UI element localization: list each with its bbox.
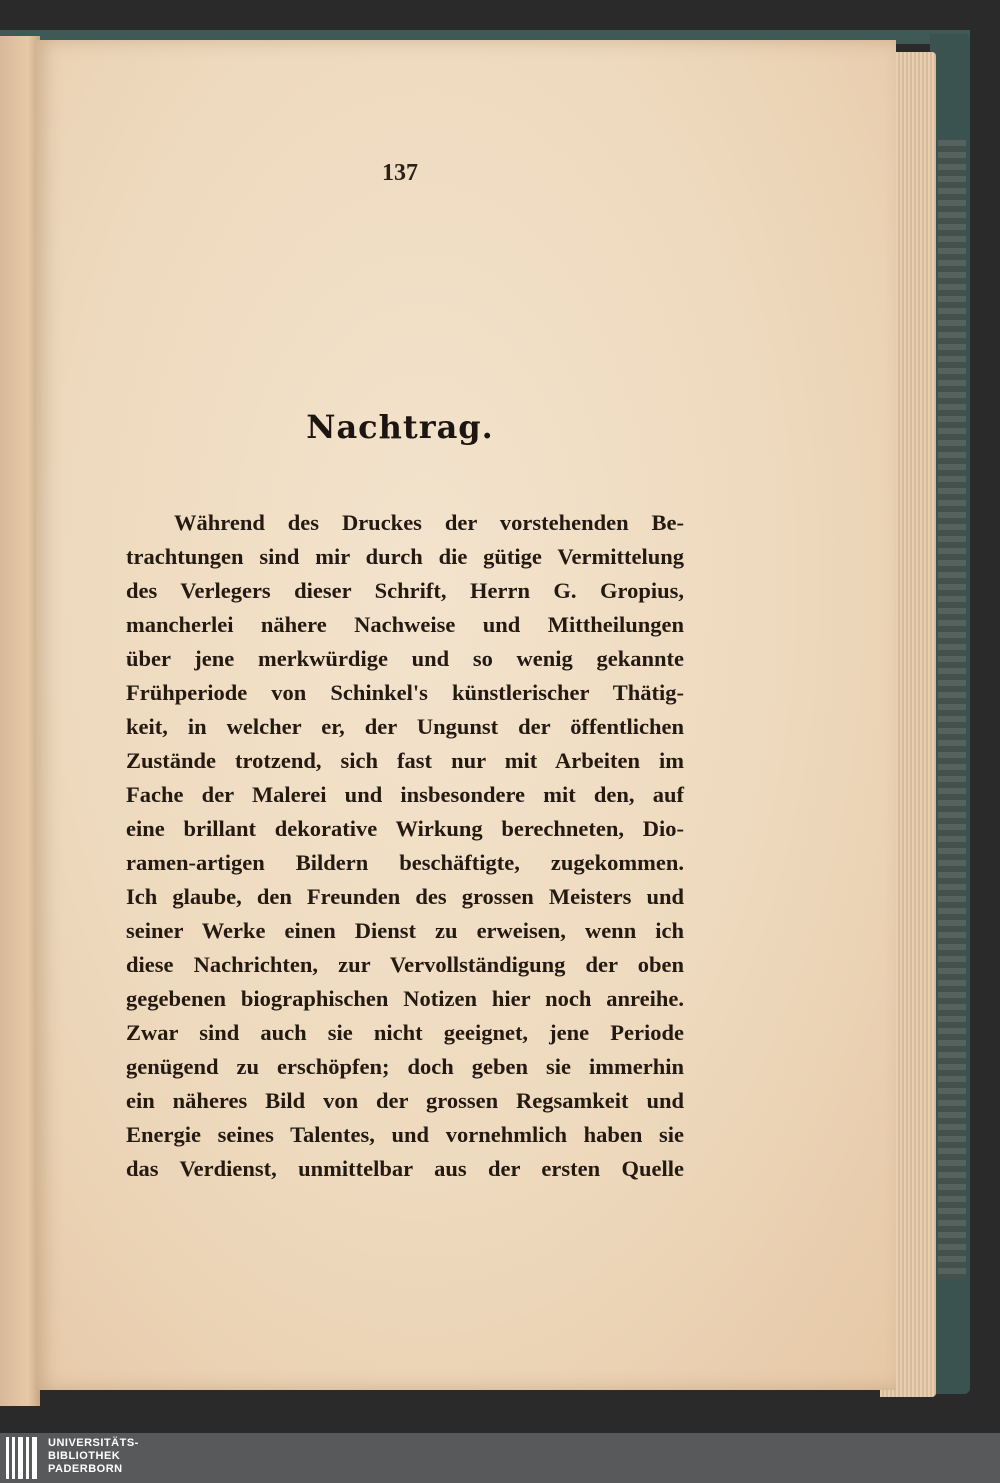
library-watermark-footer — [0, 1433, 1000, 1483]
text-line: trachtungen sind mir durch die gütige Vermittelung — [126, 544, 684, 569]
section-heading: Nachtrag. — [306, 408, 494, 446]
text-line: diese Nachrichten, zur Vervollständigung der oben — [126, 952, 684, 977]
text-line: Zustände trotzend, sich fast nur mit Arbeiten im — [126, 748, 684, 773]
text-line: ramen-artigen Bildern beschäftigte, zugekommen. — [126, 850, 684, 875]
text-line: ein näheres Bild von der grossen Regsamkeit und — [126, 1088, 684, 1113]
page-number: 137 — [382, 160, 418, 186]
text-line: Zwar sind auch sie nicht geeignet, jene Periode — [126, 1020, 684, 1045]
text-line: seiner Werke einen Dienst zu erweisen, wenn ich — [126, 918, 684, 943]
library-name-line: BIBLIOTHEK — [48, 1450, 121, 1462]
body-text — [126, 506, 684, 1186]
text-line: Ich glaube, den Freunden des grossen Meisters und — [126, 884, 684, 909]
text-line: des Verlegers dieser Schrift, Herrn G. Gropius, — [126, 578, 684, 603]
text-line: Frühperiode von Schinkel's künstlerischer Thätig- — [126, 680, 684, 705]
text-line: Während des Druckes der vorstehenden Be- — [174, 510, 684, 535]
text-line: gegebenen biographischen Notizen hier noch anreihe. — [126, 986, 684, 1011]
text-line: Energie seines Talentes, und vornehmlich haben sie — [126, 1122, 684, 1147]
library-name-line: PADERBORN — [48, 1463, 123, 1475]
text-line: mancherlei nähere Nachweise und Mittheilungen — [126, 612, 684, 637]
text-line: über jene merkwürdige und so wenig gekannte — [126, 646, 684, 671]
library-name — [48, 1437, 139, 1476]
text-line: eine brillant dekorative Wirkung berechneten, Dio- — [126, 816, 684, 841]
text-line: keit, in welcher er, der Ungunst der öffentlichen — [126, 714, 684, 739]
facing-page-edge — [0, 36, 40, 1406]
text-line: das Verdienst, unmittelbar aus der ersten Quelle — [126, 1156, 684, 1181]
library-logo-icon — [6, 1437, 40, 1479]
library-name-line: UNIVERSITÄTS- — [48, 1437, 139, 1449]
text-line: genügend zu erschöpfen; doch geben sie immerhin — [126, 1054, 684, 1079]
book-spine-texture — [938, 140, 966, 1280]
text-line: Fache der Malerei und insbesondere mit den, auf — [126, 782, 684, 807]
